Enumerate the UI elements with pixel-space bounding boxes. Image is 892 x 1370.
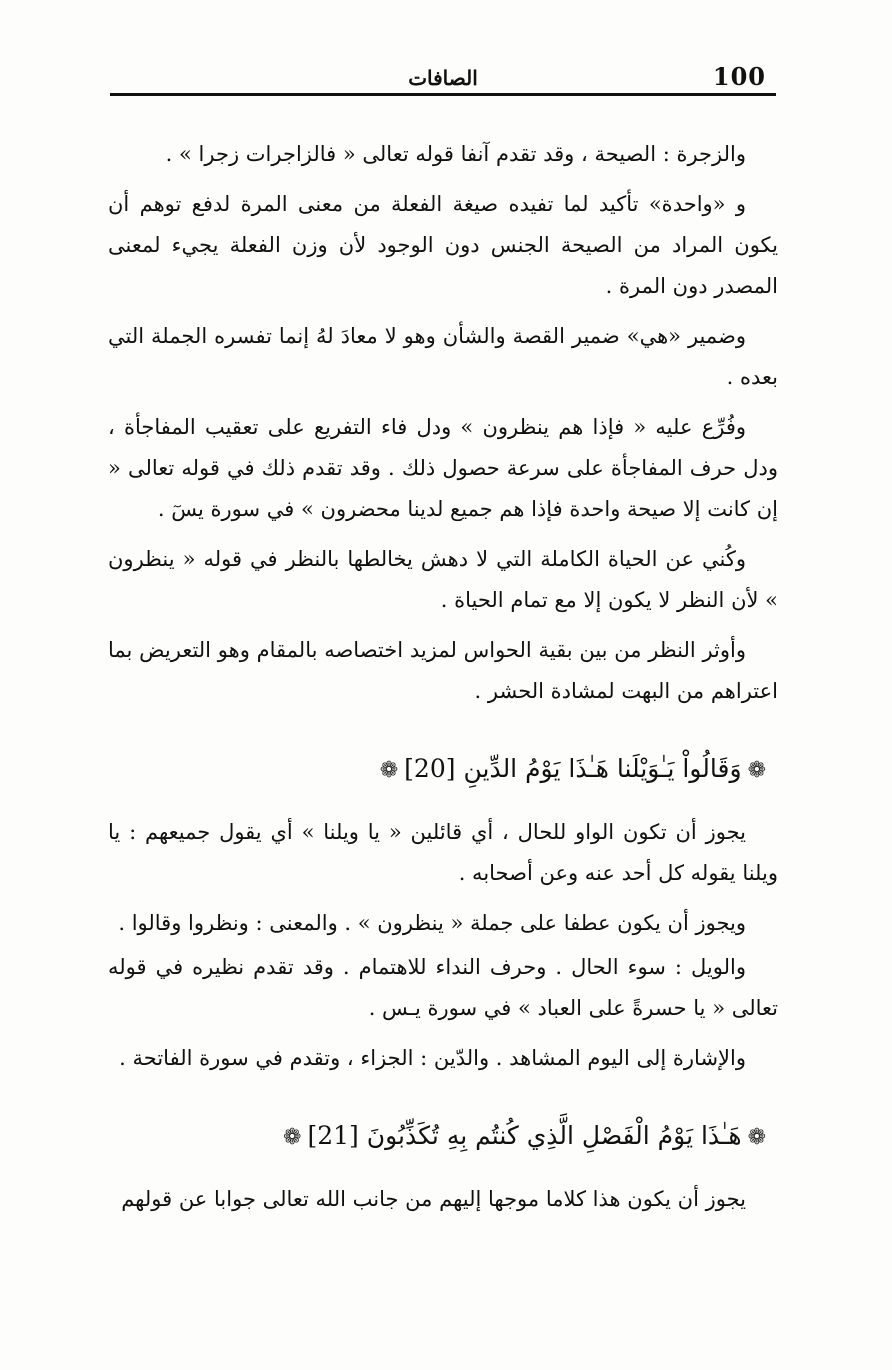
verse-ornament-open-icon: ❁ [747,758,766,783]
paragraph-wayl: والويل : سوء الحال . وحرف النداء للاهتمام . وقد تقدم نظيره في قوله تعالى « يا حسرةً على العباد » في سورة يـس . [108,955,778,1020]
verse-20 [108,746,772,794]
verse-ornament-open-icon: ❁ [747,1125,766,1150]
paragraph-kalam-muwajjah: يجوز أن يكون هذا كلاما موجها إليهم من جانب الله تعالى جوابا عن قولهم [121,1187,746,1211]
verse-20-text: وَقَالُواْ يَـٰوَيْلَنا هَـٰذَا يَوْمُ الدِّينِ [463,754,742,783]
paragraph-uthira-nazar: وأوثر النظر من بين بقية الحواس لمزيد اختصاصه بالمقام وهو التعريض بما اعتراهم من البهت لمشادة الحشر . [108,638,778,703]
verse-21-text: هَـٰذَا يَوْمُ الْفَصْلِ الَّذِي كُنتُم بِهِ تُكَذِّبُونَ [366,1121,742,1150]
page-header [110,56,776,96]
verse-ornament-close-icon: ❁ [283,1125,302,1150]
header-rule [110,93,776,96]
paragraph-waw-hal: يجوز أن تكون الواو للحال ، أي قائلين « يا ويلنا » أي يقول جميعهم : يا ويلنا يقوله كل أحد عنه وعن أصحابه . [108,820,778,885]
paragraph-damir-hiya: وضمير «هي» ضمير القصة والشأن وهو لا معادَ لهُ إنما تفسره الجملة التي بعده . [108,324,778,389]
running-title: الصافات [408,66,478,90]
page-number: 100 [712,62,766,91]
page-body [108,134,778,1229]
paragraph-kinaya-nazar: وكُني عن الحياة الكاملة التي لا دهش يخالطها بالنظر في قوله « ينظرون » لأن النظر لا يكون إلا مع تمام الحياة . [108,547,778,612]
verse-ornament-close-icon: ❁ [379,758,399,783]
paragraph-fa-tafri: وفُرِّع عليه « فإذا هم ينظرون » ودل فاء التفريع على تعقيب المفاجأة ، ودل حرف المفاجأة على سرعة حصول ذلك . وقد تقدم ذلك في قوله تعالى « إن كانت إلا صيحة واحدة فإذا هم جميع لدينا محضرون » في سورة يسٓ . [108,415,778,521]
paragraph-ishara: والإشارة إلى اليوم المشاهد . والدّين : الجزاء ، وتقدم في سورة الفاتحة . [119,1046,746,1070]
verse-21-number: [21] [307,1121,359,1150]
verse-20-number: [20] [404,754,456,783]
paragraph-zajra: والزجرة : الصيحة ، وقد تقدم آنفا قوله تعالى « فالزاجرات زجرا » . [165,142,746,166]
paragraph-wahida: و «واحدة» تأكيد لما تفيده صيغة الفعلة من معنى المرة لدفع توهم أن يكون المراد من الصيحة الجنس دون الوجود لأن وزن الفعلة يجيء لمعنى المصدر دون المرة . [108,192,778,298]
verse-21 [108,1113,772,1161]
paragraph-atf: ويجوز أن يكون عطفا على جملة « ينظرون » . والمعنى : ونظروا وقالوا . [118,911,746,935]
